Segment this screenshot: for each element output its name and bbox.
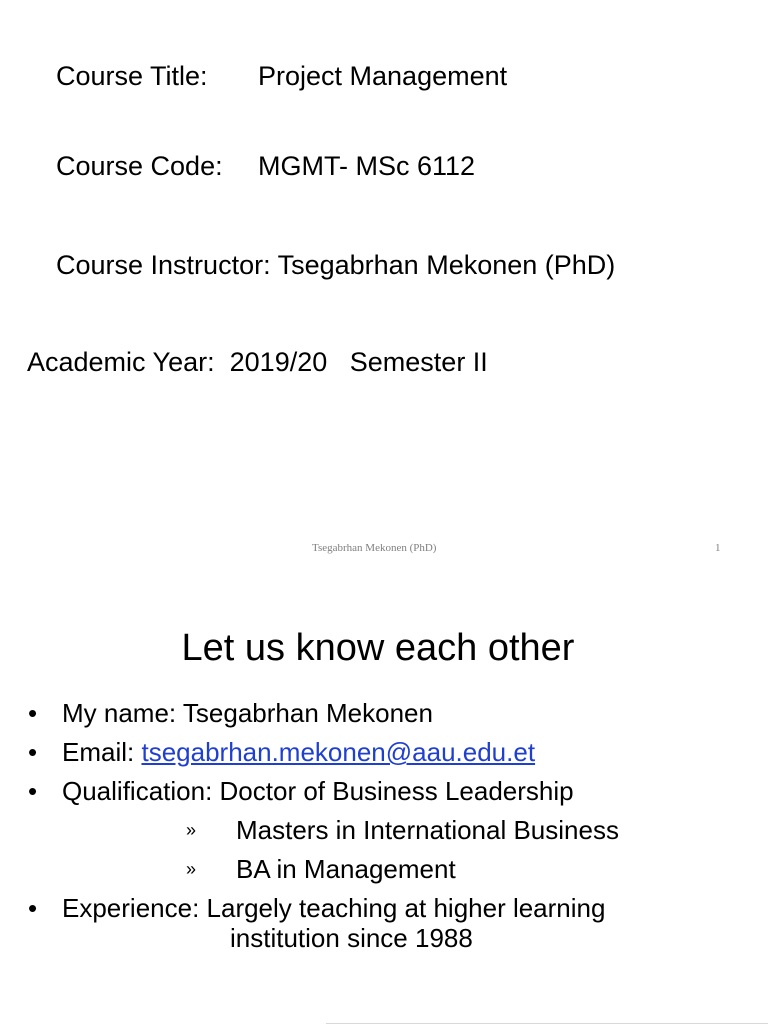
- bullet-dot: •: [28, 698, 38, 728]
- course-title-row: [56, 60, 507, 92]
- qualification-text: Qualification: Doctor of Business Leadership: [62, 776, 574, 806]
- sub-qualification-ba: [186, 854, 456, 884]
- bullet-name: [28, 698, 433, 728]
- course-title-value: Project Management: [258, 61, 508, 91]
- page-number: 1: [715, 542, 721, 554]
- course-code-label: Course Code:: [56, 151, 223, 181]
- masters-text: Masters in International Business: [236, 815, 619, 845]
- academic-year-row: [27, 346, 488, 378]
- slide-title: Let us know each other: [181, 627, 575, 669]
- bullet-qualification: [28, 776, 574, 806]
- course-code-value: MGMT- MSc 6112: [258, 151, 476, 181]
- semester-value: Semester II: [349, 347, 488, 377]
- bullet-dot: •: [28, 776, 38, 806]
- bullet-dot: •: [28, 893, 38, 923]
- name-text: My name: Tsegabrhan Mekonen: [62, 698, 433, 728]
- bullet-dot: •: [28, 737, 38, 767]
- email-label: Email:: [62, 737, 135, 767]
- course-instructor-label: Course Instructor:: [56, 250, 271, 280]
- bullet-email: [28, 737, 535, 767]
- sub-qualification-masters: [186, 815, 619, 845]
- course-title-label: Course Title:: [56, 61, 208, 91]
- email-link[interactable]: tsegabrhan.mekonen@aau.edu.et: [141, 737, 536, 767]
- experience-continuation: institution since 1988: [230, 923, 473, 953]
- slide-introduction: [0, 574, 768, 1024]
- slide-footer: Tsegabrhan Mekonen (PhD): [312, 542, 437, 554]
- bullet-experience: [28, 893, 605, 923]
- ba-text: BA in Management: [236, 854, 456, 884]
- sub-bullet-mark: »: [186, 859, 197, 879]
- academic-year-value: 2019/20: [229, 347, 328, 377]
- sub-bullet-mark: »: [186, 820, 197, 840]
- course-instructor-value: Tsegabrhan Mekonen (PhD): [277, 250, 616, 280]
- course-code-row: [56, 150, 475, 182]
- course-instructor-row: [56, 249, 615, 281]
- experience-text: Experience: Largely teaching at higher learning: [62, 893, 606, 923]
- academic-year-label: Academic Year:: [27, 347, 215, 377]
